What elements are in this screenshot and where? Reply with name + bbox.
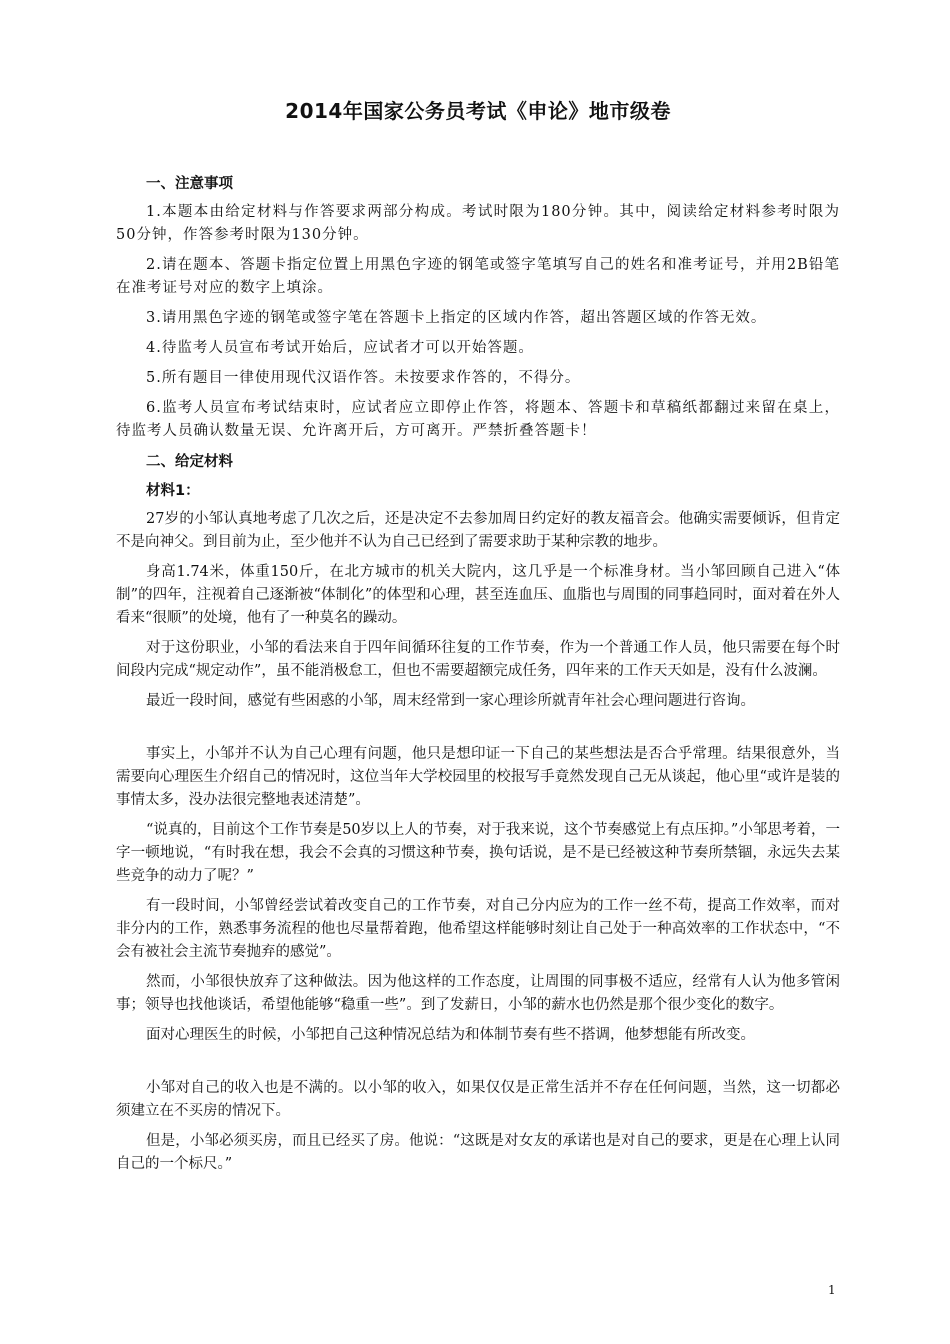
- material-paragraph: 但是，小邹必须买房，而且已经买了房。他说：“这既是对女友的承诺也是对自己的要求，更是在心理上认同自己的一个标尺。”: [116, 1133, 840, 1172]
- document-page: [116, 95, 840, 1183]
- material-paragraph: 27岁的小邹认真地考虑了几次之后，还是决定不去参加周日约定好的教友福音会。他确实需要倾诉，但肯定不是向神父。到目前为止，至少他并不认为自己已经到了需要求助于某种宗教的地步。: [116, 511, 840, 550]
- page-number: 1: [828, 1283, 836, 1297]
- material-paragraph: 对于这份职业，小邹的看法来自于四年间循环往复的工作节奏，作为一个普通工作人员，他只需要在每个时间段内完成“规定动作”，虽不能消极怠工，但也不需要超额完成任务，四年来的工作天天如是，没有什么波澜。: [116, 640, 840, 679]
- material-paragraph: 身高1.74米，体重150斤，在北方城市的机关大院内，这几乎是一个标准身材。当小邹回顾自己进入“体制”的四年，注视着自己逐渐被“体制化”的体型和心理，甚至连血压、血脂也与周围的同事趋同时，面对着在外人看来“很顺”的处境，他有了一种莫名的躁动。: [116, 564, 840, 626]
- notice-item: 3.请用黑色字迹的钢笔或签字笔在答题卡上指定的区域内作答，超出答题区域的作答无效。: [146, 310, 767, 326]
- notice-item: 4.待监考人员宣布考试开始后，应试者才可以开始答题。: [146, 340, 534, 356]
- material-paragraph: “说真的，目前这个工作节奏是50岁以上人的节奏，对于我来说，这个节奏感觉上有点压抑。”小邹思考着，一字一顿地说，“有时我在想，我会不会真的习惯这种节奏，换句话说，是不是已经被这种节奏所禁锢，永远失去某些竞争的动力了呢？”: [116, 822, 840, 884]
- material-paragraph: 小邹对自己的收入也是不满的。以小邹的收入，如果仅仅是正常生活并不存在任何问题，当然，这一切都必须建立在不买房的情况下。: [116, 1080, 840, 1119]
- materials-heading: 二、给定材料: [146, 454, 233, 470]
- material-paragraph: 有一段时间，小邹曾经尝试着改变自己的工作节奏，对自己分内应为的工作一丝不苟，提高工作效率，而对非分内的工作，熟悉事务流程的他也尽量帮着跑，他希望这样能够时刻让自己处于一种高效率的工作状态中，“不会有被社会主流节奏抛弃的感觉”。: [116, 898, 840, 960]
- material-paragraph: 事实上，小邹并不认为自己心理有问题，他只是想印证一下自己的某些想法是否合乎常理。结果很意外，当需要向心理医生介绍自己的情况时，这位当年大学校园里的校报写手竟然发现自己无从谈起，他心里“或许是装的事情太多，没办法很完整地表述清楚”。: [116, 746, 840, 808]
- material-paragraph: 面对心理医生的时候，小邹把自己这种情况总结为和体制节奏有些不搭调，他梦想能有所改变。: [146, 1027, 755, 1043]
- notice-heading: 一、注意事项: [146, 176, 233, 192]
- material-paragraph: 然而，小邹很快放弃了这种做法。因为他这样的工作态度，让周围的同事极不适应，经常有人认为他多管闲事；领导也找他谈话，希望他能够“稳重一些”。到了发薪日，小邹的薪水也仍然是那个很少变化的数字。: [116, 974, 840, 1013]
- material-paragraph: 最近一段时间，感觉有些困惑的小邹，周末经常到一家心理诊所就青年社会心理问题进行咨询。: [146, 693, 755, 709]
- material-label: 材料1：: [146, 483, 200, 499]
- notice-item: 5.所有题目一律使用现代汉语作答。未按要求作答的，不得分。: [146, 370, 581, 386]
- notice-item: 2.请在题本、答题卡指定位置上用黑色字迹的钢笔或签字笔填写自己的姓名和准考证号，并用2B铅笔在准考证号对应的数字上填涂。: [116, 257, 840, 296]
- notice-item: 1.本题本由给定材料与作答要求两部分构成。考试时限为180分钟。其中，阅读给定材料参考时限为50分钟，作答参考时限为130分钟。: [116, 204, 840, 243]
- document-title: 2014年国家公务员考试《申论》地市级卷: [285, 99, 671, 123]
- notice-item: 6.监考人员宣布考试结束时，应试者应立即停止作答，将题本、答题卡和草稿纸都翻过来留在桌上，待监考人员确认数量无误、允许离开后，方可离开。严禁折叠答题卡！: [116, 400, 840, 439]
